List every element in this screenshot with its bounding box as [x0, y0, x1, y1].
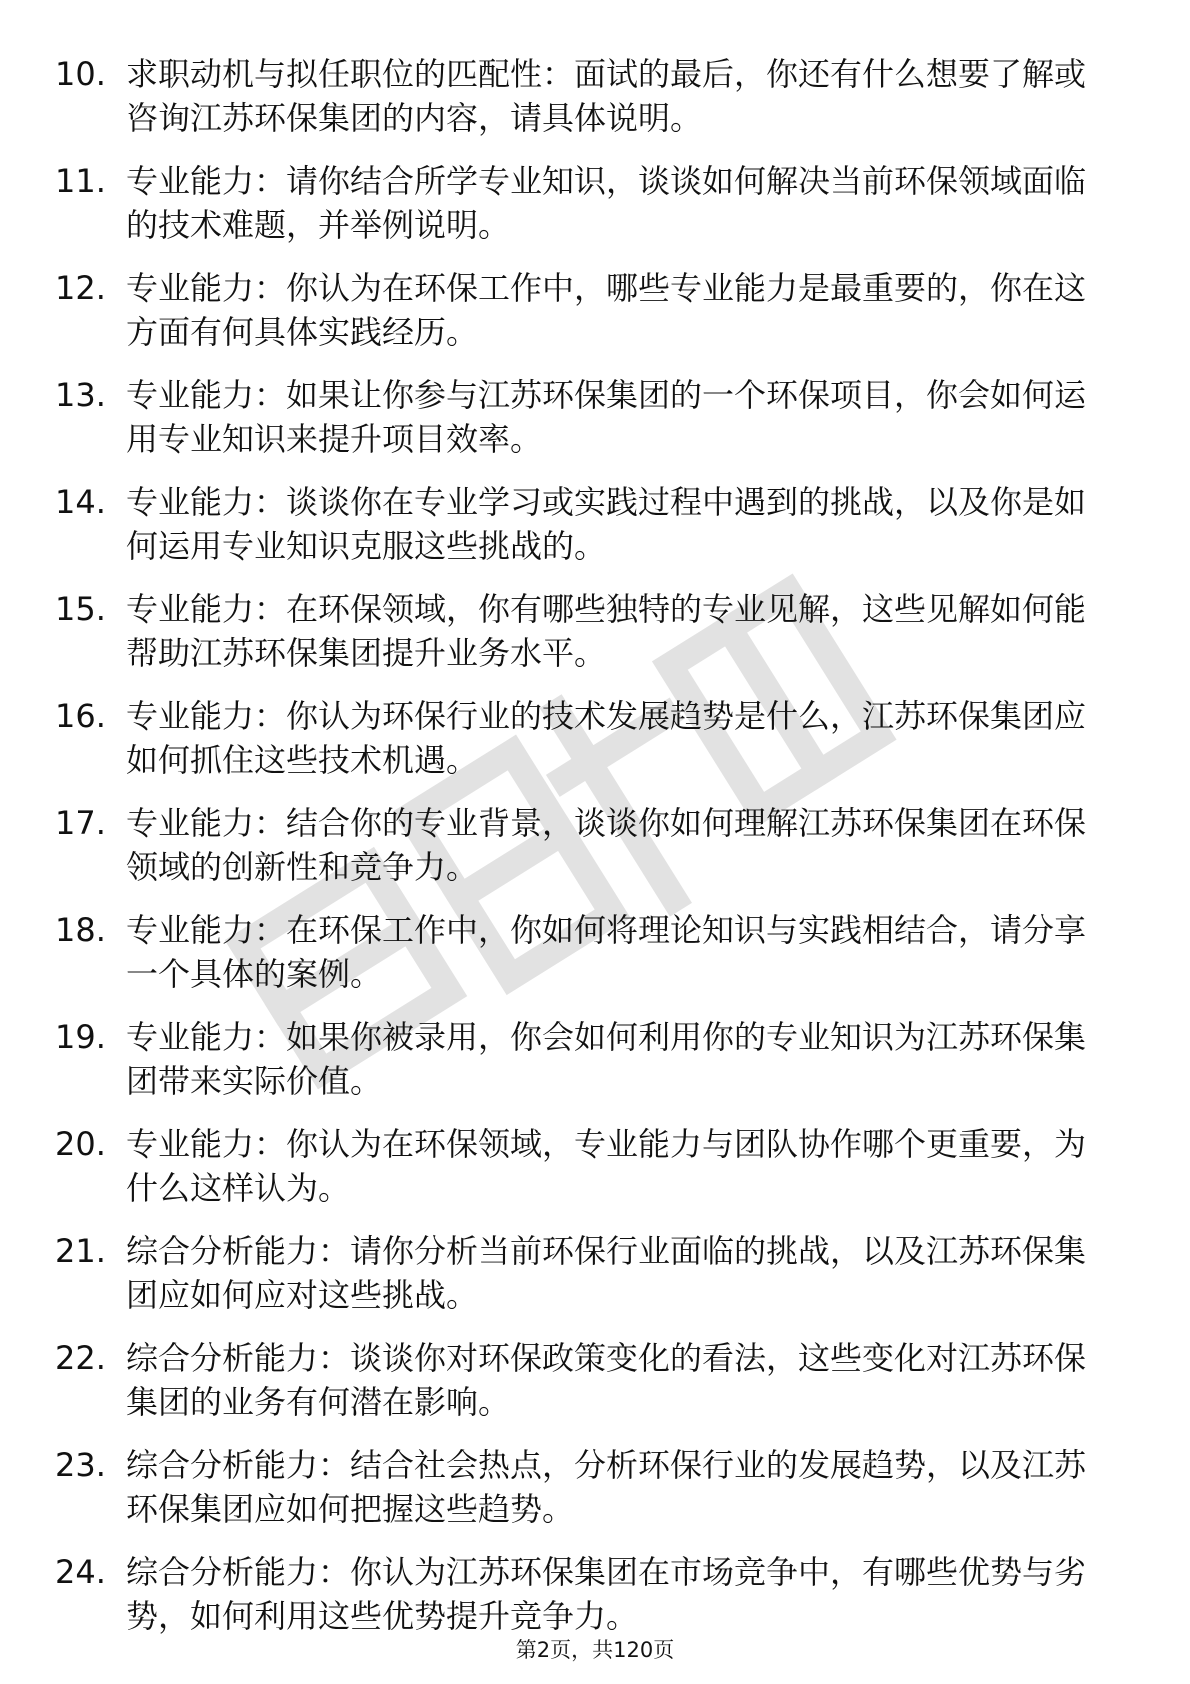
question-text: 专业能力：在环保工作中，你如何将理论知识与实践相结合，请分享一个具体的案例。: [126, 911, 1087, 993]
question-text: 专业能力：你认为在环保领域，专业能力与团队协作哪个更重要，为什么这样认为。: [126, 1125, 1087, 1207]
question-item: [55, 480, 1115, 587]
question-item: [55, 159, 1115, 266]
question-number: 15.: [55, 590, 106, 628]
page-footer: [0, 1634, 1190, 1664]
question-number: 19.: [55, 1018, 106, 1056]
question-item: [55, 1015, 1115, 1122]
question-text: 专业能力：结合你的专业背景，谈谈你如何理解江苏环保集团在环保领域的创新性和竞争力。: [126, 804, 1087, 886]
question-text: 专业能力：你认为环保行业的技术发展趋势是什么，江苏环保集团应如何抓住这些技术机遇。: [126, 697, 1087, 779]
question-number: 13.: [55, 376, 106, 414]
question-item: [55, 266, 1115, 373]
question-text: 专业能力：你认为在环保工作中，哪些专业能力是最重要的，你在这方面有何具体实践经历。: [126, 269, 1087, 351]
question-number: 12.: [55, 269, 106, 307]
question-item: [55, 908, 1115, 1015]
question-number: 18.: [55, 911, 106, 949]
question-text: 专业能力：请你结合所学专业知识，谈谈如何解决当前环保领域面临的技术难题，并举例说明。: [126, 162, 1087, 244]
question-text: 综合分析能力：你认为江苏环保集团在市场竞争中，有哪些优势与劣势，如何利用这些优势提升竞争力。: [126, 1553, 1087, 1635]
question-number: 17.: [55, 804, 106, 842]
question-item: [55, 1336, 1115, 1443]
question-number: 23.: [55, 1446, 106, 1484]
question-text: 综合分析能力：请你分析当前环保行业面临的挑战，以及江苏环保集团应如何应对这些挑战。: [126, 1232, 1087, 1314]
question-item: [55, 1229, 1115, 1336]
question-number: 21.: [55, 1232, 106, 1270]
question-item: [55, 694, 1115, 801]
question-number: 20.: [55, 1125, 106, 1163]
question-text: 综合分析能力：谈谈你对环保政策变化的看法，这些变化对江苏环保集团的业务有何潜在影响。: [126, 1339, 1087, 1421]
question-number: 14.: [55, 483, 106, 521]
question-text: 专业能力：在环保领域，你有哪些独特的专业见解，这些见解如何能帮助江苏环保集团提升业务水平。: [126, 590, 1087, 672]
page-number-label: 第2页，共120页: [515, 1638, 675, 1662]
question-list: [55, 52, 1115, 1657]
question-number: 22.: [55, 1339, 106, 1377]
question-text: 求职动机与拟任职位的匹配性：面试的最后，你还有什么想要了解或咨询江苏环保集团的内容，请具体说明。: [126, 55, 1087, 137]
question-item: [55, 801, 1115, 908]
question-text: 专业能力：谈谈你在专业学习或实践过程中遇到的挑战，以及你是如何运用专业知识克服这些挑战的。: [126, 483, 1087, 565]
question-number: 10.: [55, 55, 106, 93]
question-item: [55, 1122, 1115, 1229]
question-text: 专业能力：如果你被录用，你会如何利用你的专业知识为江苏环保集团带来实际价值。: [126, 1018, 1087, 1100]
question-item: [55, 587, 1115, 694]
question-item: [55, 373, 1115, 480]
question-number: 24.: [55, 1553, 106, 1591]
question-number: 11.: [55, 162, 106, 200]
question-item: [55, 1443, 1115, 1550]
question-item: [55, 52, 1115, 159]
question-text: 综合分析能力：结合社会热点，分析环保行业的发展趋势，以及江苏环保集团应如何把握这些趋势。: [126, 1446, 1087, 1528]
question-text: 专业能力：如果让你参与江苏环保集团的一个环保项目，你会如何运用专业知识来提升项目效率。: [126, 376, 1087, 458]
question-number: 16.: [55, 697, 106, 735]
